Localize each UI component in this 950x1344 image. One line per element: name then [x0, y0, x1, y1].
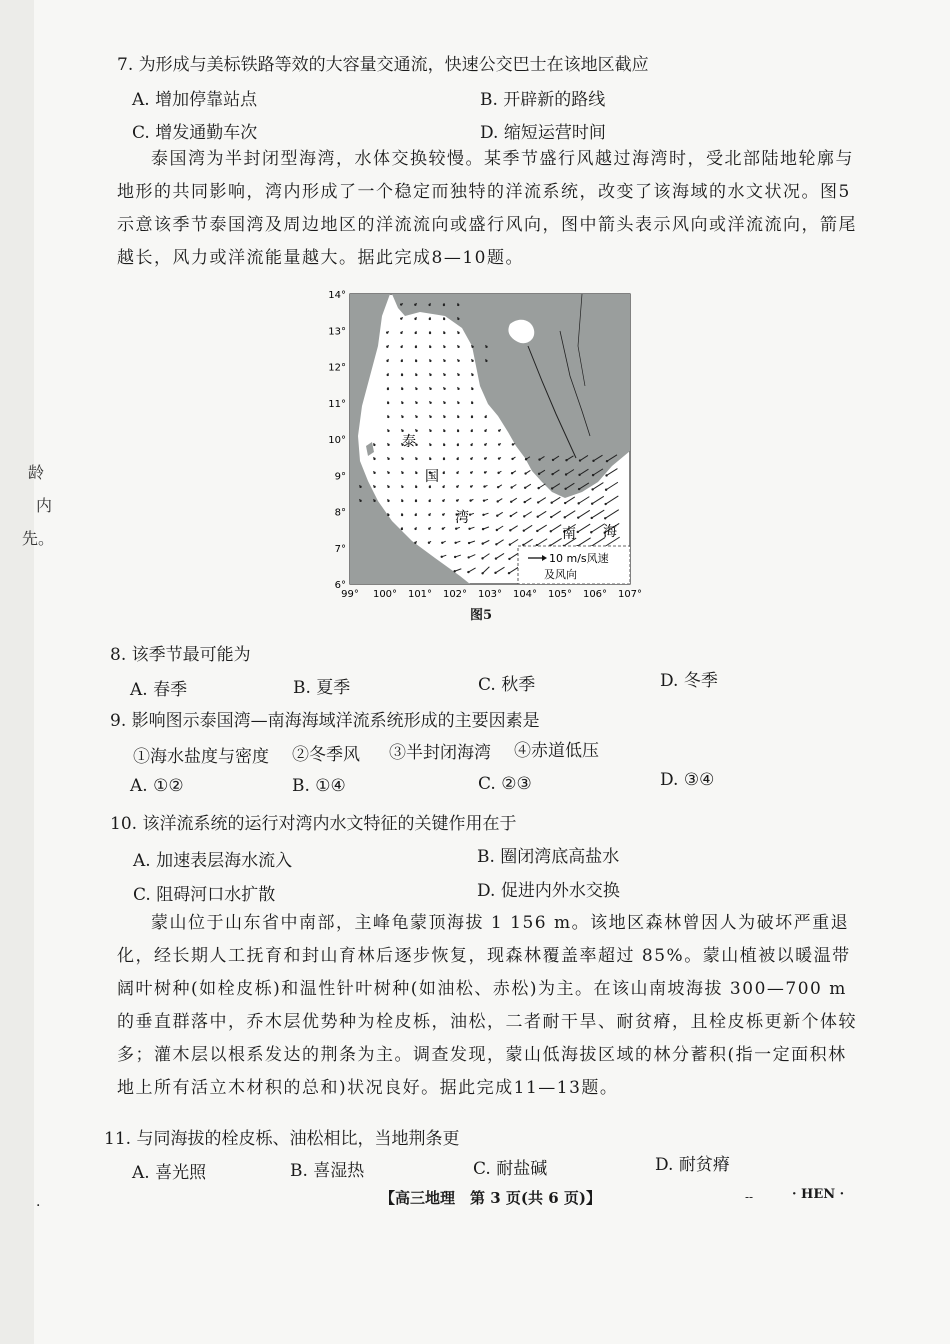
wind-arrow-head [415, 388, 417, 390]
wind-arrow-head [577, 531, 579, 533]
wind-arrow-head [387, 416, 389, 418]
wind-arrow-head [510, 486, 512, 488]
wind-arrow-head [470, 444, 472, 446]
x-tick-label: 102° [442, 589, 468, 600]
wind-arrow-head [359, 500, 361, 502]
wind-arrow-head [387, 430, 389, 432]
wind-arrow-head [401, 486, 403, 488]
wind-arrow-head [604, 503, 606, 505]
wind-arrow-head [429, 444, 431, 446]
wind-arrow-head [386, 360, 388, 362]
wind-arrow-head [605, 474, 607, 476]
wind-arrow-head [415, 514, 417, 516]
question-8-option-a[interactable]: A. 春季 [130, 680, 188, 700]
wind-arrow-head [401, 472, 403, 474]
wind-arrow-head [523, 515, 525, 517]
x-axis-ticks [341, 589, 642, 600]
wind-arrow-head [592, 460, 594, 462]
wind-arrow-head [483, 485, 485, 487]
question-9-item-3: ③半封闭海湾 [389, 743, 491, 763]
x-tick-label: 100° [372, 589, 398, 600]
wind-arrow-head [591, 517, 593, 519]
y-tick-label: 8° [334, 507, 346, 519]
wind-arrow-head [498, 429, 500, 431]
wind-arrow-head [498, 457, 500, 459]
wind-arrow-head [443, 332, 445, 334]
wind-arrow-head [373, 472, 375, 474]
wind-arrow-head [400, 303, 402, 305]
wind-arrow-head [481, 557, 483, 559]
y-tick-label: 13° [328, 326, 346, 338]
question-9-item-4: ④赤道低压 [514, 741, 599, 761]
question-9-item-1: ①海水盐度与密度 [133, 747, 269, 767]
wind-arrow-head [495, 543, 497, 545]
side-margin-text: 龄 [28, 463, 45, 482]
y-tick-label: 12° [328, 362, 346, 374]
wind-arrow-head [387, 514, 389, 516]
wind-arrow-head [443, 304, 445, 306]
y-tick-label: 10° [328, 435, 346, 446]
wind-arrow-head [415, 472, 417, 474]
wind-arrow-head [443, 416, 445, 418]
wind-arrow-head [524, 472, 526, 474]
wind-arrow-head [386, 331, 388, 333]
wind-arrow-head [456, 472, 458, 474]
wind-arrow-head [538, 458, 540, 460]
question-11-stem: 11. 与同海拔的栓皮栎、油松相比，当地荆条更 [104, 1129, 460, 1149]
wind-arrow-head [481, 572, 483, 574]
wind-arrow-head [454, 542, 456, 544]
wind-arrow-head [524, 501, 526, 503]
wind-arrow-head [429, 486, 431, 488]
question-7-stem: 7. 为形成与美标铁路等效的大容量交通流，快速公交巴士在该地区截应 [117, 55, 649, 75]
legend-line-1: 10 m/s风速 [549, 552, 609, 565]
wind-arrow-head [496, 529, 498, 531]
question-7-option-b[interactable]: B. 开辟新的路线 [480, 90, 606, 110]
wind-arrow-head [387, 444, 389, 446]
wind-arrow-head [551, 473, 553, 475]
wind-arrow-head [484, 457, 486, 459]
wind-arrow-head [485, 346, 487, 348]
wind-arrow-head [429, 360, 431, 362]
wind-arrow-head [565, 459, 567, 461]
wind-arrow-head [415, 486, 417, 488]
wind-arrow-head [552, 459, 554, 461]
wind-arrow-head [457, 360, 459, 362]
wind-arrow-head [565, 473, 567, 475]
wind-arrow-head [457, 318, 459, 320]
y-tick-label: 9° [334, 471, 346, 483]
wind-arrow-head [467, 556, 469, 558]
wind-arrow-head [457, 416, 459, 418]
wind-arrow-head [470, 471, 472, 473]
wind-arrow-head [550, 516, 552, 518]
wind-arrow-head [455, 528, 457, 530]
label-guo: 国 [425, 469, 439, 485]
wind-arrow-head [428, 500, 430, 502]
wind-arrow-head [442, 486, 444, 488]
wind-arrow-head [401, 500, 403, 502]
wind-arrow-head [415, 346, 417, 348]
wind-arrow-head [497, 500, 499, 502]
wind-arrow-head [551, 487, 553, 489]
wind-arrow-head [471, 346, 473, 348]
wind-arrow-head [401, 402, 403, 404]
wind-arrow-head [482, 514, 484, 516]
wind-arrow-head [373, 444, 375, 446]
x-tick-label: 101° [407, 589, 433, 600]
y-axis-ticks [328, 290, 346, 591]
y-tick-label: 14° [328, 290, 346, 301]
wind-arrow-head [578, 474, 580, 476]
wind-arrow-head [429, 430, 431, 432]
wind-arrow-head [508, 558, 510, 560]
x-tick-label: 99° [341, 589, 359, 600]
wind-arrow-head [428, 528, 430, 530]
wind-arrow-head [429, 458, 431, 460]
wind-arrow-head [415, 332, 417, 334]
question-10-option-c[interactable]: C. 阻碍河口水扩散 [133, 885, 276, 905]
wind-arrow-head [359, 486, 361, 488]
wind-arrow-head [456, 499, 458, 501]
footer-dash: -- [745, 1190, 754, 1204]
wind-arrow-head [536, 530, 538, 532]
wind-arrow-head [564, 516, 566, 518]
wind-arrow-head [414, 542, 416, 544]
wind-arrow-head [471, 374, 473, 376]
label-hai: 海 [603, 524, 617, 540]
wind-arrow-head [564, 488, 566, 490]
wind-arrow-head [497, 472, 499, 474]
wind-arrow-head [457, 304, 459, 306]
wind-arrow-head [414, 528, 416, 530]
wind-arrow-head [443, 444, 445, 446]
wind-arrow-head [550, 530, 552, 532]
figure-5-map [320, 286, 650, 626]
wind-arrow-head [415, 402, 417, 404]
wind-arrow-head [401, 430, 403, 432]
wind-arrow-head [457, 346, 459, 348]
wind-arrow-head [457, 430, 459, 432]
wind-arrow-head [456, 458, 458, 460]
wind-arrow-head [484, 444, 486, 446]
wind-arrow-head [441, 542, 443, 544]
wind-arrow-head [387, 374, 389, 376]
wind-arrow-head [470, 458, 472, 460]
wind-arrow-head [509, 543, 511, 545]
wind-arrow-head [429, 332, 431, 334]
wind-arrow-head [387, 486, 389, 488]
question-9-option-a[interactable]: A. ①② [130, 776, 184, 796]
wind-arrow-head [428, 542, 430, 544]
wind-arrow-head [401, 514, 403, 516]
wind-arrow-head [591, 502, 593, 504]
wind-arrow-head [443, 402, 445, 404]
wind-arrow-head [510, 501, 512, 503]
wind-arrow-head [457, 332, 459, 334]
wind-arrow-head [400, 332, 402, 334]
wind-arrow-head [605, 489, 607, 491]
wind-arrow-head [414, 318, 416, 320]
wind-arrow-head [457, 402, 459, 404]
question-9-option-c[interactable]: C. ②③ [478, 774, 532, 794]
wind-arrow-head [429, 388, 431, 390]
wind-arrow-head [471, 402, 473, 404]
wind-arrow-head [401, 374, 403, 376]
wind-arrow-head [429, 318, 431, 320]
wind-arrow-head [484, 416, 486, 418]
wind-arrow-head [457, 388, 459, 390]
question-11-option-a[interactable]: A. 喜光照 [132, 1163, 207, 1183]
wind-arrow-head [457, 374, 459, 376]
wind-arrow-head [564, 502, 566, 504]
question-10-option-a[interactable]: A. 加速表层海水流入 [133, 851, 293, 871]
wind-arrow-head [401, 416, 403, 418]
wind-arrow-head [415, 360, 417, 362]
wind-arrow-head [456, 486, 458, 488]
side-margin-text: 内 [36, 496, 53, 515]
x-tick-label: 103° [477, 589, 503, 600]
wind-arrow-head [414, 304, 416, 306]
question-7-option-d[interactable]: D. 缩短运营时间 [480, 123, 606, 143]
ocean-current-map [320, 286, 650, 606]
wind-arrow-head [457, 444, 459, 446]
wind-arrow-head [470, 485, 472, 487]
question-11-option-b[interactable]: B. 喜湿热 [290, 1161, 365, 1181]
wind-arrow-head [401, 458, 403, 460]
passage-gulf-of-thailand: 泰国湾为半封闭型海湾，水体交换较慢。某季节盛行风越过海湾时，受北部陆地轮廓与地形的共同影响，湾内形成了一个稳定而独特的洋流系统，改变了该海域的水文状况。图5示意该季节泰国湾及周边地区的洋流流向或盛行风向，图中箭头表示风向或洋流流向，箭尾越长，风力或洋流能量越大。据此完成8—10题。 [117, 149, 857, 268]
question-7-option-a[interactable]: A. 增加停靠站点 [132, 90, 258, 110]
wind-arrow-head [498, 443, 500, 445]
wind-arrow-head [485, 360, 487, 362]
x-tick-label: 106° [582, 589, 608, 600]
wind-arrow-head [579, 459, 581, 461]
wind-arrow-head [443, 472, 445, 474]
wind-arrow-head [467, 571, 469, 573]
x-tick-label: 107° [617, 589, 643, 600]
wind-arrow-head [511, 458, 513, 460]
wind-arrow-head [428, 514, 430, 516]
wind-arrow-head [400, 346, 402, 348]
wind-arrow-head [387, 472, 389, 474]
wind-arrow-head [577, 502, 579, 504]
wind-arrow-head [442, 528, 444, 530]
wind-arrow-head [441, 556, 443, 558]
wind-arrow-head [443, 374, 445, 376]
wind-arrow-head [482, 528, 484, 530]
wind-arrow-head [484, 471, 486, 473]
wind-arrow-head [429, 402, 431, 404]
wind-arrow-head [577, 516, 579, 518]
y-tick-label: 6° [334, 580, 346, 591]
question-10-stem: 10. 该洋流系统的运行对湾内水文特征的关键作用在于 [110, 814, 517, 834]
question-10-option-d[interactable]: D. 促进内外水交换 [477, 881, 620, 901]
wind-arrow-head [550, 502, 552, 504]
question-8-option-b[interactable]: B. 夏季 [293, 678, 351, 698]
wind-arrow-head [415, 374, 417, 376]
question-11-option-d[interactable]: D. 耐贫瘠 [655, 1155, 730, 1175]
wind-arrow-head [442, 513, 444, 515]
question-9-option-b[interactable]: B. ①④ [292, 776, 346, 796]
wind-arrow-head [373, 458, 375, 460]
question-10-option-b[interactable]: B. 圈闭湾底高盐水 [477, 847, 620, 867]
question-7-option-c[interactable]: C. 增发通勤车次 [132, 123, 258, 143]
wind-arrow-head [538, 473, 540, 475]
wind-arrow-head [606, 460, 608, 462]
wind-arrow-head [484, 430, 486, 432]
wind-arrow-head [401, 388, 403, 390]
wind-arrow-head [387, 402, 389, 404]
wind-arrow-head [454, 570, 456, 572]
wind-arrow-head [401, 360, 403, 362]
wind-arrow-head [387, 388, 389, 390]
wind-arrow-head [415, 500, 417, 502]
wind-arrow-head [443, 318, 445, 320]
wind-arrow-head [387, 500, 389, 502]
wind-arrow-head [509, 529, 511, 531]
x-tick-label: 105° [547, 589, 573, 600]
wind-arrow-head [494, 572, 496, 574]
wind-arrow-head [373, 500, 375, 502]
wind-arrow-head [604, 517, 606, 519]
question-9-stem: 9. 影响图示泰国湾—南海海域洋流系统形成的主要因素是 [110, 711, 540, 731]
label-nan: 南 [562, 526, 576, 542]
wind-arrow-head [401, 528, 403, 530]
question-8-stem: 8. 该季节最可能为 [110, 645, 251, 665]
wind-arrow-head [469, 499, 471, 501]
question-8-option-d[interactable]: D. 冬季 [660, 671, 718, 691]
page-left-edge [0, 0, 34, 1344]
wind-arrow-head [443, 388, 445, 390]
wind-arrow-head [471, 360, 473, 362]
wind-arrow-head [400, 317, 402, 319]
wind-arrow-head [483, 499, 485, 501]
question-9-option-d[interactable]: D. ③④ [660, 770, 715, 790]
wind-arrow-head [590, 531, 592, 533]
wind-arrow-head [415, 458, 417, 460]
page-footer: 【高三地理 第 3 页(共 6 页)】 [380, 1189, 601, 1207]
figure-caption: 图5 [470, 608, 493, 623]
wind-arrow-head [428, 304, 430, 306]
passage-mengshan: 蒙山位于山东省中南部，主峰龟蒙顶海拔 1 156 m。该地区森林曾因人为破坏严重退化，经长期人工抚育和封山育林后逐步恢复，现森林覆盖率超过 85%。蒙山植被以暖温带阔叶树种(如栓皮栎)和温性针叶树种(如油松、赤松)为主。在该山南坡海拔 300—700 m 的垂直群落中，乔木层优势种为栓皮栎，油松，二者耐干旱、耐贫瘠，且栓皮栎更新个体较多；灌木层以根系发达的荆条为主。调查发现，蒙山低海拔区域的林分蓄积(指一定面积林地上所有活立木材积的总和)状况良好。据此完成11—13题。 [117, 913, 857, 1098]
question-8-option-c[interactable]: C. 秋季 [478, 675, 536, 695]
label-tai: 泰 [402, 434, 416, 450]
wind-arrow-head [471, 388, 473, 390]
question-9-item-2: ②冬季风 [292, 745, 360, 765]
wind-arrow-head [471, 430, 473, 432]
wind-arrow-head [511, 472, 513, 474]
wind-arrow-head [524, 487, 526, 489]
wind-arrow-head [443, 360, 445, 362]
wind-arrow-head [429, 374, 431, 376]
x-tick-label: 104° [512, 589, 538, 600]
wind-arrow-head [537, 501, 539, 503]
wind-arrow-head [496, 515, 498, 517]
wind-arrow-head [508, 572, 510, 574]
wind-arrow-head [469, 513, 471, 515]
y-tick-label: 7° [334, 543, 346, 555]
wind-arrow-head [387, 458, 389, 460]
wind-arrow-head [591, 488, 593, 490]
side-margin-text: 先。 [22, 529, 55, 548]
label-wan: 湾 [455, 510, 469, 526]
wind-arrow-head [443, 458, 445, 460]
wind-arrow-head [523, 529, 525, 531]
wind-arrow-head [429, 416, 431, 418]
wind-arrow-head [415, 416, 417, 418]
wind-arrow-head [537, 487, 539, 489]
wind-arrow-head [525, 458, 527, 460]
footer-code: · HEN · [792, 1187, 845, 1202]
wind-arrow-head [510, 515, 512, 517]
wind-arrow-head [415, 430, 417, 432]
footer-dot: · [36, 1198, 41, 1214]
wind-arrow-head [471, 416, 473, 418]
wind-arrow-head [592, 474, 594, 476]
wind-arrow-head [537, 515, 539, 517]
wind-arrow-head [373, 486, 375, 488]
wind-arrow-head [443, 430, 445, 432]
wind-arrow-head [429, 346, 431, 348]
legend-line-2: 及风向 [544, 568, 577, 581]
wind-arrow-head [454, 556, 456, 558]
wind-arrow-head [578, 488, 580, 490]
wind-arrow-head [443, 346, 445, 348]
wind-arrow-head [482, 542, 484, 544]
wind-arrow-head [386, 346, 388, 348]
y-tick-label: 11° [328, 398, 346, 410]
wind-arrow-head [442, 500, 444, 502]
wind-arrow-head [468, 542, 470, 544]
wind-arrow-head [468, 528, 470, 530]
wind-arrow-head [495, 557, 497, 559]
wind-arrow-head [512, 443, 514, 445]
wind-arrow-head [497, 486, 499, 488]
question-11-option-c[interactable]: C. 耐盐碱 [473, 1159, 548, 1179]
